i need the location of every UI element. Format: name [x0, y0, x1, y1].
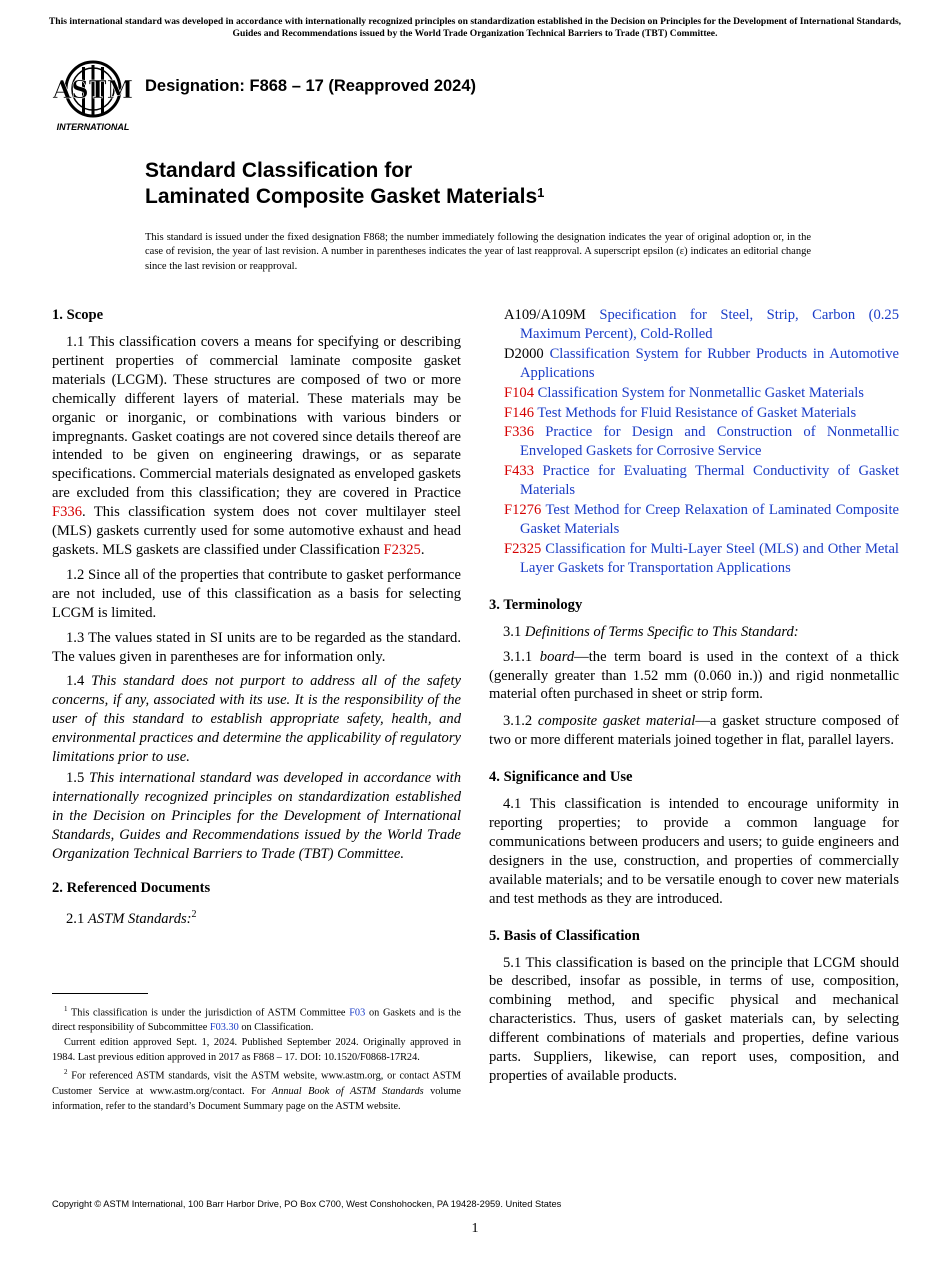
reference-title[interactable]: Classification for Multi-Layer Steel (MLS) and Other Metal Layer Gaskets for Transportation Applications — [520, 540, 899, 576]
paragraph-1-3: 1.3 The values stated in SI units are to be regarded as the standard. The values given in parentheses are for information only. — [52, 629, 461, 665]
paragraph-3-1-2 — [489, 712, 899, 750]
footnote-mark: 2 — [191, 909, 197, 921]
paragraph-5-1: 5.1 This classification is based on the principle that LCGM should be described, insofar as possible, in terms of use, composition, combining method, and specific physical and mechanical characteristics. Thus, users of gasket materials can, by selecting different combinations of materials and properties, define various parts. Suppliers, likewise, can report uses, composition, and properties of available products. — [489, 954, 899, 1084]
reference-title[interactable]: Practice for Design and Construction of Nonmetallic Enveloped Gaskets for Corrosive Service — [520, 424, 899, 460]
paragraph-3-1 — [489, 623, 899, 642]
term: board — [539, 648, 575, 665]
title-footnote-mark: 1 — [537, 185, 545, 200]
reference-code[interactable]: F1276 — [504, 502, 542, 519]
left-column — [52, 306, 461, 935]
footnote-1 — [52, 1002, 461, 1035]
para-num: 2.1 — [66, 911, 88, 928]
reference-item — [489, 404, 899, 423]
link-f03[interactable]: F03 — [349, 1007, 366, 1019]
reference-title[interactable]: Test Method for Creep Relaxation of Laminated Composite Gasket Materials — [520, 502, 899, 537]
reference-code[interactable]: F146 — [504, 404, 535, 421]
reference-title[interactable]: Test Methods for Fluid Resistance of Gasket Materials — [537, 404, 857, 421]
term: composite gasket material — [537, 713, 696, 730]
reference-code[interactable]: F104 — [504, 384, 535, 401]
logo-subtext: INTERNATIONAL — [56, 122, 130, 132]
reference-title[interactable]: Specification for Steel, Strip, Carbon (0.25 Maximum Percent), Cold-Rolled — [520, 307, 899, 342]
text: Definitions of Terms Specific to This Standard: — [524, 623, 799, 640]
text: —the term board is used in the context of a thick (generally greater than 1.52 mm (0.060 in.)) and rigid nonmetallic material often purchased in sheet or strip form. — [489, 648, 899, 703]
para-num: 3.1 — [503, 623, 525, 640]
para-num: 1.4 — [66, 673, 92, 690]
reference-item — [489, 540, 899, 578]
text: ASTM Standards: — [87, 911, 192, 928]
paragraph-2-1 — [52, 906, 461, 929]
reference-item — [489, 462, 899, 500]
section-heading-basis: 5. Basis of Classification — [489, 927, 640, 944]
reference-item — [489, 501, 899, 539]
text: . — [420, 541, 425, 558]
text: For referenced ASTM standards, visit the ASTM website, www.astm.org, or contact ASTM Customer Service at www.astm.org/contact. For — [52, 1070, 461, 1097]
logo-text: ASTM — [52, 75, 134, 104]
reference-code[interactable]: D2000 — [504, 345, 544, 362]
section-heading-referenced: 2. Referenced Documents — [52, 880, 211, 897]
reference-item — [489, 345, 899, 383]
astm-logo-graphic — [52, 55, 134, 133]
wto-notice: This international standard was developed in accordance with internationally recognized principles on standardization established in the Decision on Principles for the Development of International Standards, Guides and Recommendations issued by the World Trade Organization Technical Barriers to Trade (TBT) Committee. — [48, 16, 902, 39]
text: Annual Book of ASTM Standards — [271, 1085, 424, 1097]
title-line-2 — [145, 184, 544, 210]
reference-code[interactable]: A109/A109M — [504, 307, 586, 323]
para-num: 3.1.1 — [503, 648, 540, 665]
link-f336[interactable]: F336 — [52, 504, 83, 521]
document-title — [145, 158, 544, 210]
page-number: 1 — [471, 1221, 479, 1236]
para-num: 3.1.2 — [503, 713, 538, 730]
paragraph-1-5 — [52, 769, 461, 864]
astm-logo — [52, 55, 134, 133]
section-heading-significance: 4. Significance and Use — [489, 769, 633, 786]
reference-item — [489, 306, 899, 344]
reference-title[interactable]: Practice for Evaluating Thermal Conductivity of Gasket Materials — [520, 463, 899, 499]
paragraph-3-1-1 — [489, 648, 899, 705]
title-line-2-text: Laminated Composite Gasket Materials — [145, 185, 538, 208]
paragraph-1-1 — [52, 333, 461, 560]
text: volume information, refer to the standard’s Document Summary page on the ASTM website. — [52, 1085, 461, 1112]
reference-title[interactable]: Classification System for Nonmetallic Gasket Materials — [537, 384, 864, 401]
text: This international standard was developed in accordance with internationally recognized principles on standardization established in the Decision on Principles for the Development of International Standards, Guides and Recommendations issued by the World Trade Organization Technical Barriers to Trade (TBT) Committee. — [52, 769, 462, 862]
title-line-1: Standard Classification for — [145, 159, 413, 182]
text: on Gaskets and is the direct responsibility of Subcommittee — [52, 1007, 461, 1034]
section-heading-terminology: 3. Terminology — [489, 596, 583, 613]
footnotes — [52, 1002, 461, 1114]
reference-list — [489, 306, 899, 578]
text: on Classification. — [238, 1022, 314, 1034]
text: 1.1 This classification covers a means for specifying or describing pertinent properties of commercial laminate composite gasket materials (LCGM). These structures are composed of two or more chemically different layers of material. These materials may be organic or inorganic, or combinations with various binders or impregnants. Gasket coatings are not covered since details thereof are intended to be given on engineering drawings, or as separate specifications. Commercial materials designated as enveloped gaskets are excluded from this classification; they are covered in Practice — [52, 334, 461, 502]
text: . This classification system does not cover multilayer steel (MLS) gaskets currently used for some automotive exhaust and head gaskets. MLS gaskets are classified under Classification — [52, 504, 461, 558]
link-f03-30[interactable]: F03.30 — [209, 1022, 239, 1034]
link-f2325[interactable]: F2325 — [383, 541, 421, 558]
reference-code[interactable]: F2325 — [504, 540, 542, 557]
para-num: 1.5 — [66, 769, 90, 786]
section-heading-scope: 1. Scope — [52, 307, 104, 323]
footnote-mark: 2 — [64, 1068, 68, 1077]
text: —a gasket structure composed of two or more different materials joined together in flat, parallel layers. — [489, 713, 899, 749]
paragraph-1-2: 1.2 Since all of the properties that contribute to gasket performance are not included, use of this classification as a basis for selecting LCGM is limited. — [52, 566, 461, 621]
footnote-mark: 1 — [64, 1005, 68, 1013]
footnote-1-continued: Current edition approved Sept. 1, 2024. Published September 2024. Originally approved in 1984. Last previous edition approved in 2017 as F868 – 17. DOI: 10.1520/F0868-17R24. — [52, 1037, 461, 1064]
copyright: Copyright © ASTM International, 100 Barr Harbor Drive, PO Box C700, West Conshohocken, PA 19428-2959. United States — [52, 1199, 562, 1209]
text: This classification is under the jurisdiction of ASTM Committee — [67, 1007, 350, 1019]
footnote-2 — [52, 1065, 461, 1113]
standard-note: This standard is issued under the fixed designation F868; the number immediately following the designation indicates the year of original adoption or, in the case of revision, the year of last revision. A number in parentheses indicates the year of last reapproval. A superscript epsilon (ε) indicates an editorial change since the last revision or reapproval. — [145, 232, 811, 272]
reference-title[interactable]: Classification System for Rubber Products in Automotive Applications — [520, 345, 899, 381]
reference-item — [489, 423, 899, 461]
paragraph-1-4 — [52, 672, 461, 767]
text: This standard does not purport to address all of the safety concerns, if any, associated with its use. It is the responsibility of the user of this standard to establish appropriate safety, health, and environmental practices and determine the applicability of regulatory limitations prior to use. — [52, 673, 461, 766]
paragraph-4-1: 4.1 This classification is intended to encourage uniformity in reporting properties; to provide a common language for communications between producers and users; to guide engineers and designers in the use, construction, and properties of commercially available materials; and to be versatile enough to cover new materials and test methods as they are introduced. — [489, 796, 899, 907]
designation: Designation: F868 – 17 (Reapproved 2024) — [145, 77, 477, 95]
reference-code[interactable]: F433 — [504, 463, 535, 480]
right-column — [489, 306, 899, 1092]
reference-item — [489, 384, 899, 403]
reference-code[interactable]: F336 — [504, 424, 535, 441]
footnote-rule — [52, 993, 148, 994]
